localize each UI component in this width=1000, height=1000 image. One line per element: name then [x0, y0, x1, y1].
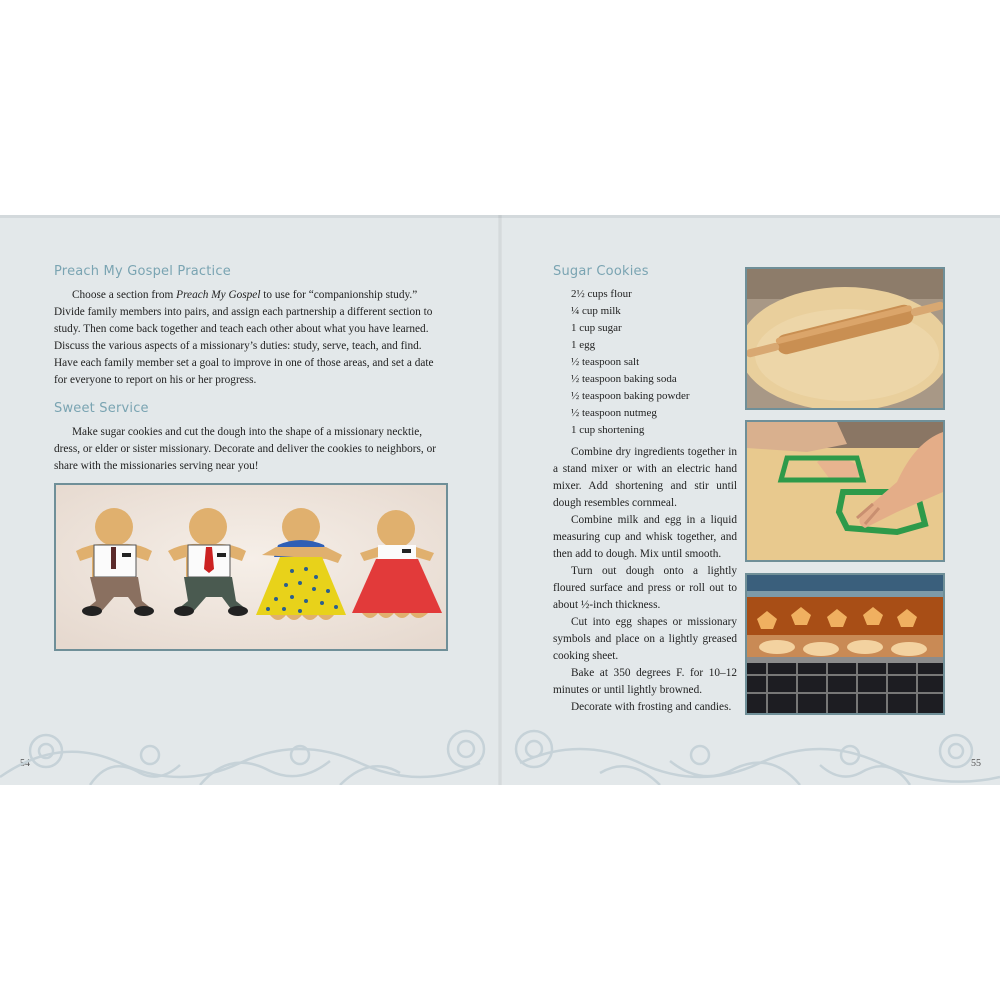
ingredient-item: ½ teaspoon baking powder [571, 390, 690, 402]
missionary-cookies-illustration [56, 485, 446, 649]
recipe-step: Turn out dough onto a lightly floured surface and press or roll out to about ½-inch thickness. [553, 565, 737, 611]
rolling-dough-photo [745, 267, 945, 410]
ingredient-item: 1 cup shortening [571, 424, 645, 436]
recipe-step: Combine milk and egg in a liquid measuring cup and whisk together, and then add to dough. Mix until smooth. [553, 514, 737, 560]
page-number-right: 55 [971, 758, 981, 769]
swirl-border-decoration [0, 715, 1000, 785]
recipe-step: Combine dry ingredients together in a stand mixer or with an electric hand mixer. Add shortening and stir until dough resembles cornmeal. [553, 446, 737, 509]
book-title-italic: Preach My Gospel [176, 289, 261, 301]
book-gutter [498, 215, 502, 785]
ingredient-item: ½ teaspoon salt [571, 356, 640, 368]
page-number-left: 54 [20, 758, 30, 769]
recipe-step: Decorate with frosting and candies. [571, 701, 732, 713]
sweet-service-paragraph: Make sugar cookies and cut the dough into the shape of a missionary necktie, dress, or elder or sister missionary. Decorate and deliver the cookies to neighbors, or share with the missionaries serving near you! [54, 426, 436, 472]
missionary-cookies-photo [54, 483, 448, 651]
preach-my-gospel-paragraph [54, 287, 448, 389]
ingredient-item: ¼ cup milk [571, 305, 621, 317]
book-spread [0, 215, 1000, 785]
recipe-step: Cut into egg shapes or missionary symbols and place on a lightly greased cooking sheet. [553, 616, 737, 662]
ingredients-list [571, 286, 741, 439]
oven-illustration [747, 575, 943, 713]
ingredient-item: ½ teaspoon nutmeg [571, 407, 657, 419]
recipe-step: Bake at 350 degrees F. for 10–12 minutes or until lightly browned. [553, 667, 737, 696]
paragraph-text-rest: to use for “companionship study.” Divide family members into pairs, and assign each partnership a different section to study. Then come back together and teach each other about what you have learned. Discuss the various aspects of a missionary’s duties: study, serve, teach, and find. Have each family member set a goal to improve in one of those areas, and set a date for everyone to report on his or her progress. [54, 289, 434, 386]
section-heading-preach-my-gospel: Preach My Gospel Practice [54, 264, 231, 279]
ingredient-item: 1 egg [571, 339, 596, 351]
paragraph-text-start: Choose a section from [72, 289, 177, 301]
ingredient-item: 1 cup sugar [571, 322, 622, 334]
recipe-title-sugar-cookies: Sugar Cookies [553, 264, 649, 279]
rolling-pin-illustration [747, 269, 943, 408]
cookie-cutter-photo [745, 420, 945, 562]
oven-baking-photo [745, 573, 945, 715]
recipe-steps [553, 444, 737, 716]
cookie-cutter-illustration [747, 422, 943, 560]
section-heading-sweet-service: Sweet Service [54, 401, 149, 416]
ingredient-item: ½ teaspoon baking soda [571, 373, 677, 385]
ingredient-item: 2½ cups flour [571, 288, 632, 300]
